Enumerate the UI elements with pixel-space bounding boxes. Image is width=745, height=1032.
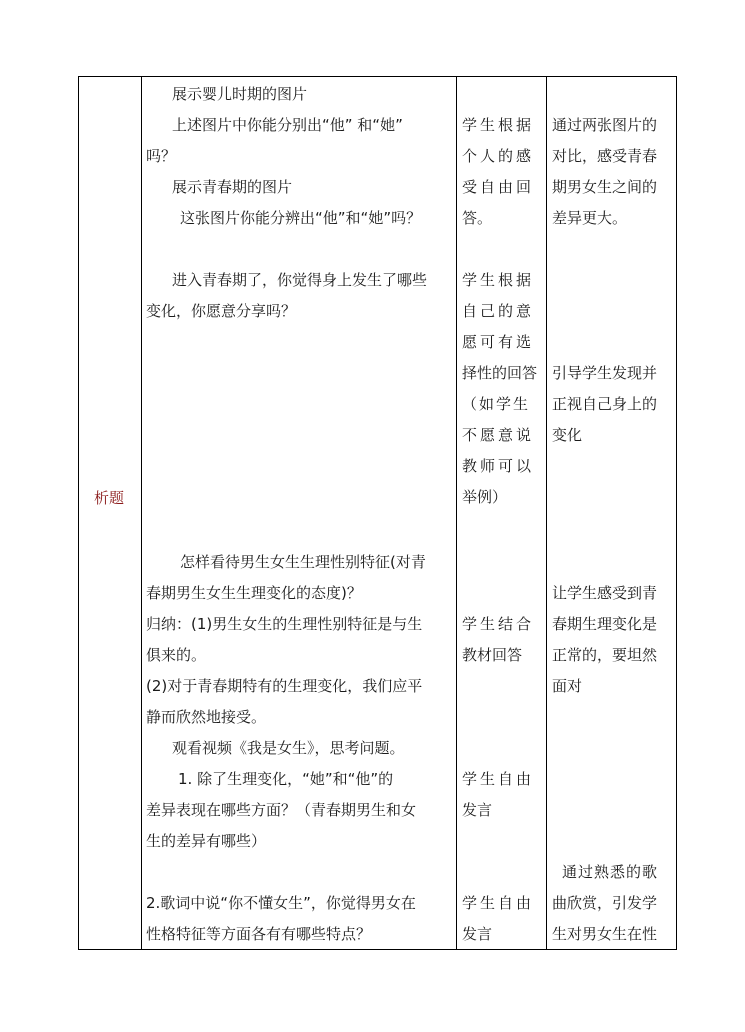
content-line: 俱来的。 — [146, 646, 207, 664]
intent-line: 差异更大。 — [552, 209, 628, 227]
content-line: 展示婴儿时期的图片 — [172, 85, 308, 103]
student-line: 举例） — [462, 488, 508, 506]
content-line: 差异表现在哪些方面？（青春期男生和女 — [146, 801, 417, 819]
table-right-border — [676, 76, 677, 950]
content-line: 生的差异有哪些） — [146, 832, 267, 850]
content-line: 性格特征等方面各有有哪些特点？ — [146, 925, 372, 943]
student-line: 答。 — [462, 209, 493, 227]
content-line: 怎样看待男生女生生理性别特征(对青 — [180, 553, 426, 571]
content-line: (2)对于青春期特有的生理变化，我们应平 — [146, 677, 423, 695]
student-line: 教材回答 — [462, 646, 523, 664]
column-divider — [546, 76, 547, 950]
content-line: 静而欣然地接受。 — [146, 708, 267, 726]
intent-line: 让学生感受到青 — [552, 584, 658, 602]
content-line: 2.歌词中说“你不懂女生”，你觉得男女在 — [146, 894, 416, 912]
column-divider — [456, 76, 457, 950]
intent-line: 曲欣赏，引发学 — [552, 894, 658, 912]
student-line: 愿可有选 — [462, 333, 535, 351]
student-line: 学生根据 — [462, 116, 535, 134]
student-line: 发言 — [462, 925, 493, 943]
intent-line: 通过熟悉的歌 — [562, 863, 659, 881]
student-line: 择性的回答 — [462, 364, 538, 382]
student-line: 受自由回 — [462, 178, 535, 196]
intent-line: 变化 — [552, 426, 583, 444]
intent-line: 对比，感受青春 — [552, 147, 658, 165]
content-line: 观看视频《我是女生》，思考问题。 — [172, 739, 405, 757]
student-line: 自己的意 — [462, 302, 535, 320]
intent-line: 期男女生之间的 — [552, 178, 658, 196]
student-line: 发言 — [462, 801, 493, 819]
intent-line: 春期生理变化是 — [552, 615, 658, 633]
content-line: 进入青春期了，你觉得身上发生了哪些 — [172, 271, 428, 289]
intent-line: 正常的，要坦然 — [552, 646, 658, 664]
student-line: 学生自由 — [462, 894, 535, 912]
content-line: 归纳：(1)男生女生的生理性别特征是与生 — [146, 615, 423, 633]
content-line: 展示青春期的图片 — [172, 178, 293, 196]
intent-line: 面对 — [552, 677, 583, 695]
student-line: 学生结合 — [462, 615, 535, 633]
student-line: 学生根据 — [462, 271, 535, 289]
table-bottom-border — [78, 949, 676, 950]
intent-line: 生对男女生在性 — [552, 925, 658, 943]
content-line: 1. 除了生理变化，“她”和“他”的 — [178, 770, 394, 788]
student-line: 个人的感 — [462, 147, 535, 165]
intent-line: 通过两张图片的 — [552, 116, 658, 134]
content-line: 上述图片中你能分别出“他” 和“她” — [172, 116, 403, 134]
student-line: 不愿意说 — [462, 426, 535, 444]
column-divider — [141, 76, 142, 950]
student-line: 教师可以 — [462, 457, 535, 475]
content-line: 春期男生女生生理变化的态度)？ — [146, 584, 362, 602]
intent-line: 正视自己身上的 — [552, 395, 658, 413]
content-line: 这张图片你能分辨出“他”和“她”吗？ — [180, 209, 422, 227]
intent-line: 引导学生发现并 — [552, 364, 658, 382]
student-line: 学生自由 — [462, 770, 535, 788]
content-line: 变化，你愿意分享吗？ — [146, 302, 297, 320]
content-line: 吗？ — [146, 147, 177, 165]
student-line: （如学生 — [462, 395, 531, 413]
row-label: 析题 — [94, 489, 125, 507]
